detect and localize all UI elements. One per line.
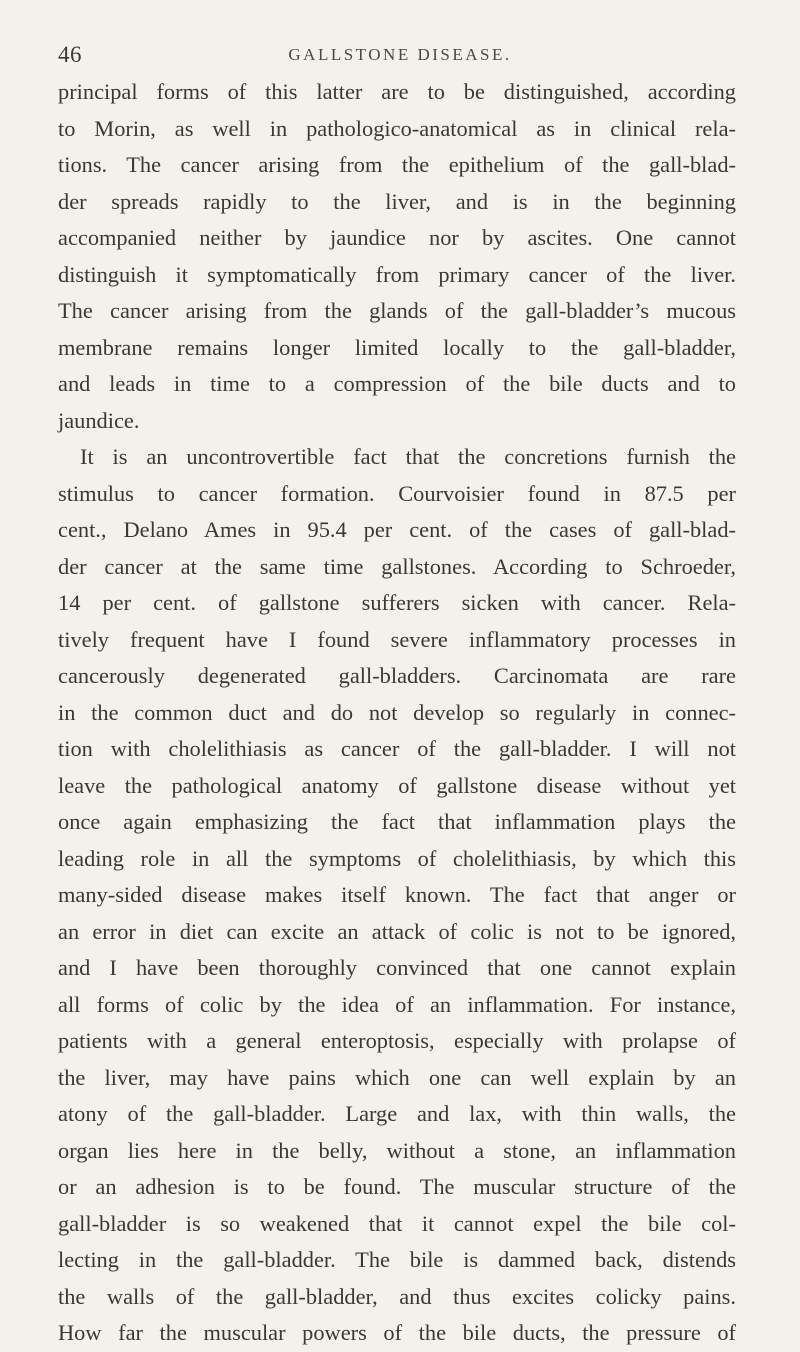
text-line: the liver, may have pains which one can well explain by an xyxy=(58,1064,736,1090)
text-line: or an adhesion is to be found. The muscular structure of the xyxy=(58,1174,736,1199)
text-line: jaundice. xyxy=(58,407,140,433)
text-line: membrane remains longer limited locally to the gall-bladder, xyxy=(58,334,736,360)
text-line: How far the muscular powers of the bile ducts, the pressure of xyxy=(58,1320,736,1345)
text-line: leave the pathological anatomy of gallstone disease without yet xyxy=(58,772,736,798)
text-line: to Morin, as well in pathologico-anatomical as in clinical rela- xyxy=(58,115,736,141)
text-line: patients with a general enteroptosis, especially with prolapse of xyxy=(58,1028,736,1053)
text-line: cancerously degenerated gall-bladders. Carcinomata are rare xyxy=(58,663,736,688)
text-line: It is an uncontrovertible fact that the concretions furnish the xyxy=(80,444,736,469)
text-line: the walls of the gall-bladder, and thus excites colicky pains. xyxy=(58,1283,736,1309)
text-line: der cancer at the same time gallstones. According to Schroeder, xyxy=(58,553,736,579)
page-number: 46 xyxy=(58,42,82,67)
text-line: gall-bladder is so weakened that it cannot expel the bile col- xyxy=(58,1210,736,1236)
text-line: principal forms of this latter are to be distinguished, according xyxy=(58,79,736,104)
text-line: organ lies here in the belly, without a stone, an inflammation xyxy=(58,1137,736,1163)
text-line: all forms of colic by the idea of an inflammation. For instance, xyxy=(58,991,736,1017)
text-line: atony of the gall-bladder. Large and lax, with thin walls, the xyxy=(58,1101,736,1126)
running-head: GALLSTONE DISEASE. xyxy=(288,45,512,64)
text-line: accompanied neither by jaundice nor by ascites. One cannot xyxy=(58,225,736,250)
body-text xyxy=(58,74,736,1352)
text-line: in the common duct and do not develop so regularly in connec- xyxy=(58,699,736,725)
text-line: lecting in the gall-bladder. The bile is dammed back, distends xyxy=(58,1247,736,1272)
text-line: and I have been thoroughly convinced that one cannot explain xyxy=(58,955,736,980)
text-line: der spreads rapidly to the liver, and is in the beginning xyxy=(58,188,736,214)
text-line: tively frequent have I found severe inflammatory processes in xyxy=(58,626,736,652)
text-line: leading role in all the symptoms of cholelithiasis, by which this xyxy=(58,845,736,871)
text-line: many-sided disease makes itself known. The fact that anger or xyxy=(58,882,736,907)
text-line: cent., Delano Ames in 95.4 per cent. of the cases of gall-blad- xyxy=(58,517,736,542)
text-line: once again emphasizing the fact that inflammation plays the xyxy=(58,809,736,834)
text-line: 14 per cent. of gallstone sufferers sicken with cancer. Rela- xyxy=(58,590,736,615)
text-line: distinguish it symptomatically from primary cancer of the liver. xyxy=(58,261,736,287)
text-line: stimulus to cancer formation. Courvoisier found in 87.5 per xyxy=(58,480,736,506)
text-line: and leads in time to a compression of the bile ducts and to xyxy=(58,371,736,396)
text-line: tion with cholelithiasis as cancer of the gall-bladder. I will not xyxy=(58,736,736,761)
text-line: The cancer arising from the glands of the gall-bladder’s mucous xyxy=(58,298,736,323)
text-line: tions. The cancer arising from the epithelium of the gall-blad- xyxy=(58,152,736,177)
text-line: an error in diet can excite an attack of colic is not to be ignored, xyxy=(58,918,736,944)
